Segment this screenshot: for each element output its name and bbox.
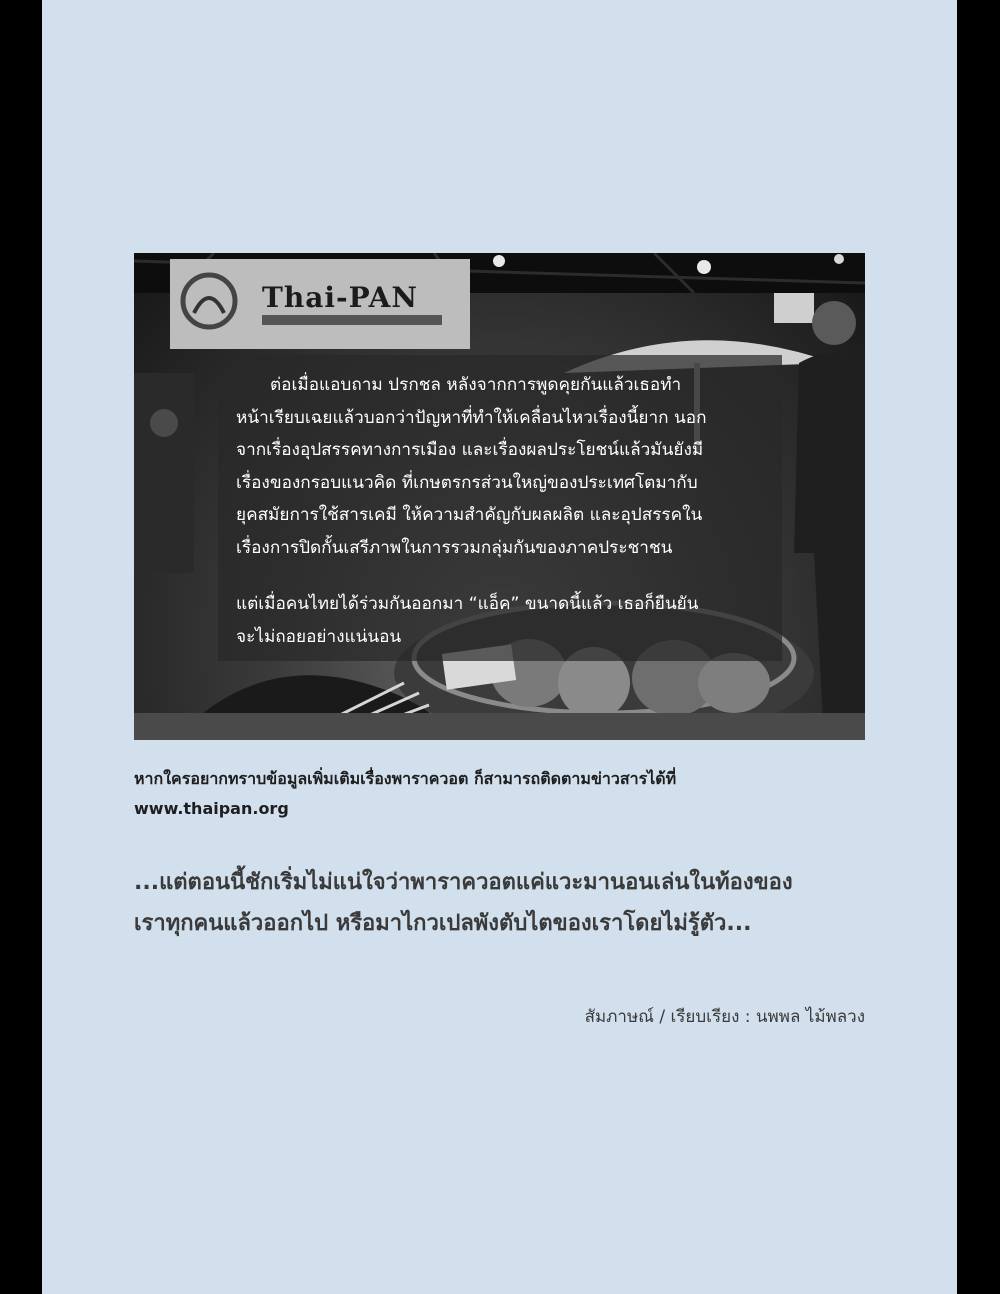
overlay-line: เรื่องการปิดกั้นเสรีภาพในการรวมกลุ่มกันของภาคประชาชน [236, 537, 673, 558]
quote-overlay-box [218, 355, 782, 661]
quote-line: เราทุกคนแล้วออกไป หรือมาไกวเปลพังตับไตของเราโดยไม่รู้ตัว... [134, 911, 752, 936]
overlay-line: ยุคสมัยการใช้สารเคมี ให้ความสำคัญกับผลผลิต และอุปสรรคใน [236, 505, 703, 525]
photo-caption [134, 764, 874, 824]
overlay-paragraph-1 [236, 369, 764, 564]
overlay-line: ต่อเมื่อแอบถาม ปรกชล หลังจากการพูดคุยกันแล้วเธอทำ [270, 375, 682, 395]
quote-line: ...แต่ตอนนี้ชักเริ่มไม่แน่ใจว่าพาราควอตแค่แวะมานอนเล่นในท้องของ [134, 870, 793, 895]
overlay-line: แต่เมื่อคนไทยได้ร่วมกันออกมา “แอ็ค” ขนาดนี้แล้ว เธอก็ยืนยัน [236, 594, 699, 614]
overlay-line: หน้าเรียบเฉยแล้วบอกว่าปัญหาที่ทำให้เคลื่อนไหวเรื่องนี้ยาก นอก [236, 407, 707, 428]
overlay-paragraph-2 [236, 588, 764, 653]
market-booth-photo [134, 253, 865, 740]
caption-url: www.thaipan.org [134, 799, 289, 818]
overlay-line: จะไม่ถอยอย่างแน่นอน [236, 626, 402, 647]
overlay-line: จากเรื่องอุปสรรคทางการเมือง และเรื่องผลประโยชน์แล้วมันยังมี [236, 440, 704, 460]
banner-logo-text: Thai-PAN [262, 281, 418, 314]
caption-line: หากใครอยากทราบข้อมูลเพิ่มเติมเรื่องพาราควอต ก็สามารถติดตามข่าวสารได้ที่ [134, 769, 677, 788]
closing-pull-quote [134, 862, 874, 944]
author-credit: สัมภาษณ์ / เรียบเรียง : นพพล ไม้พลวง [584, 1007, 865, 1027]
overlay-line: เรื่องของกรอบแนวคิด ที่เกษตรกรส่วนใหญ่ของประเทศโตมากับ [236, 472, 698, 493]
